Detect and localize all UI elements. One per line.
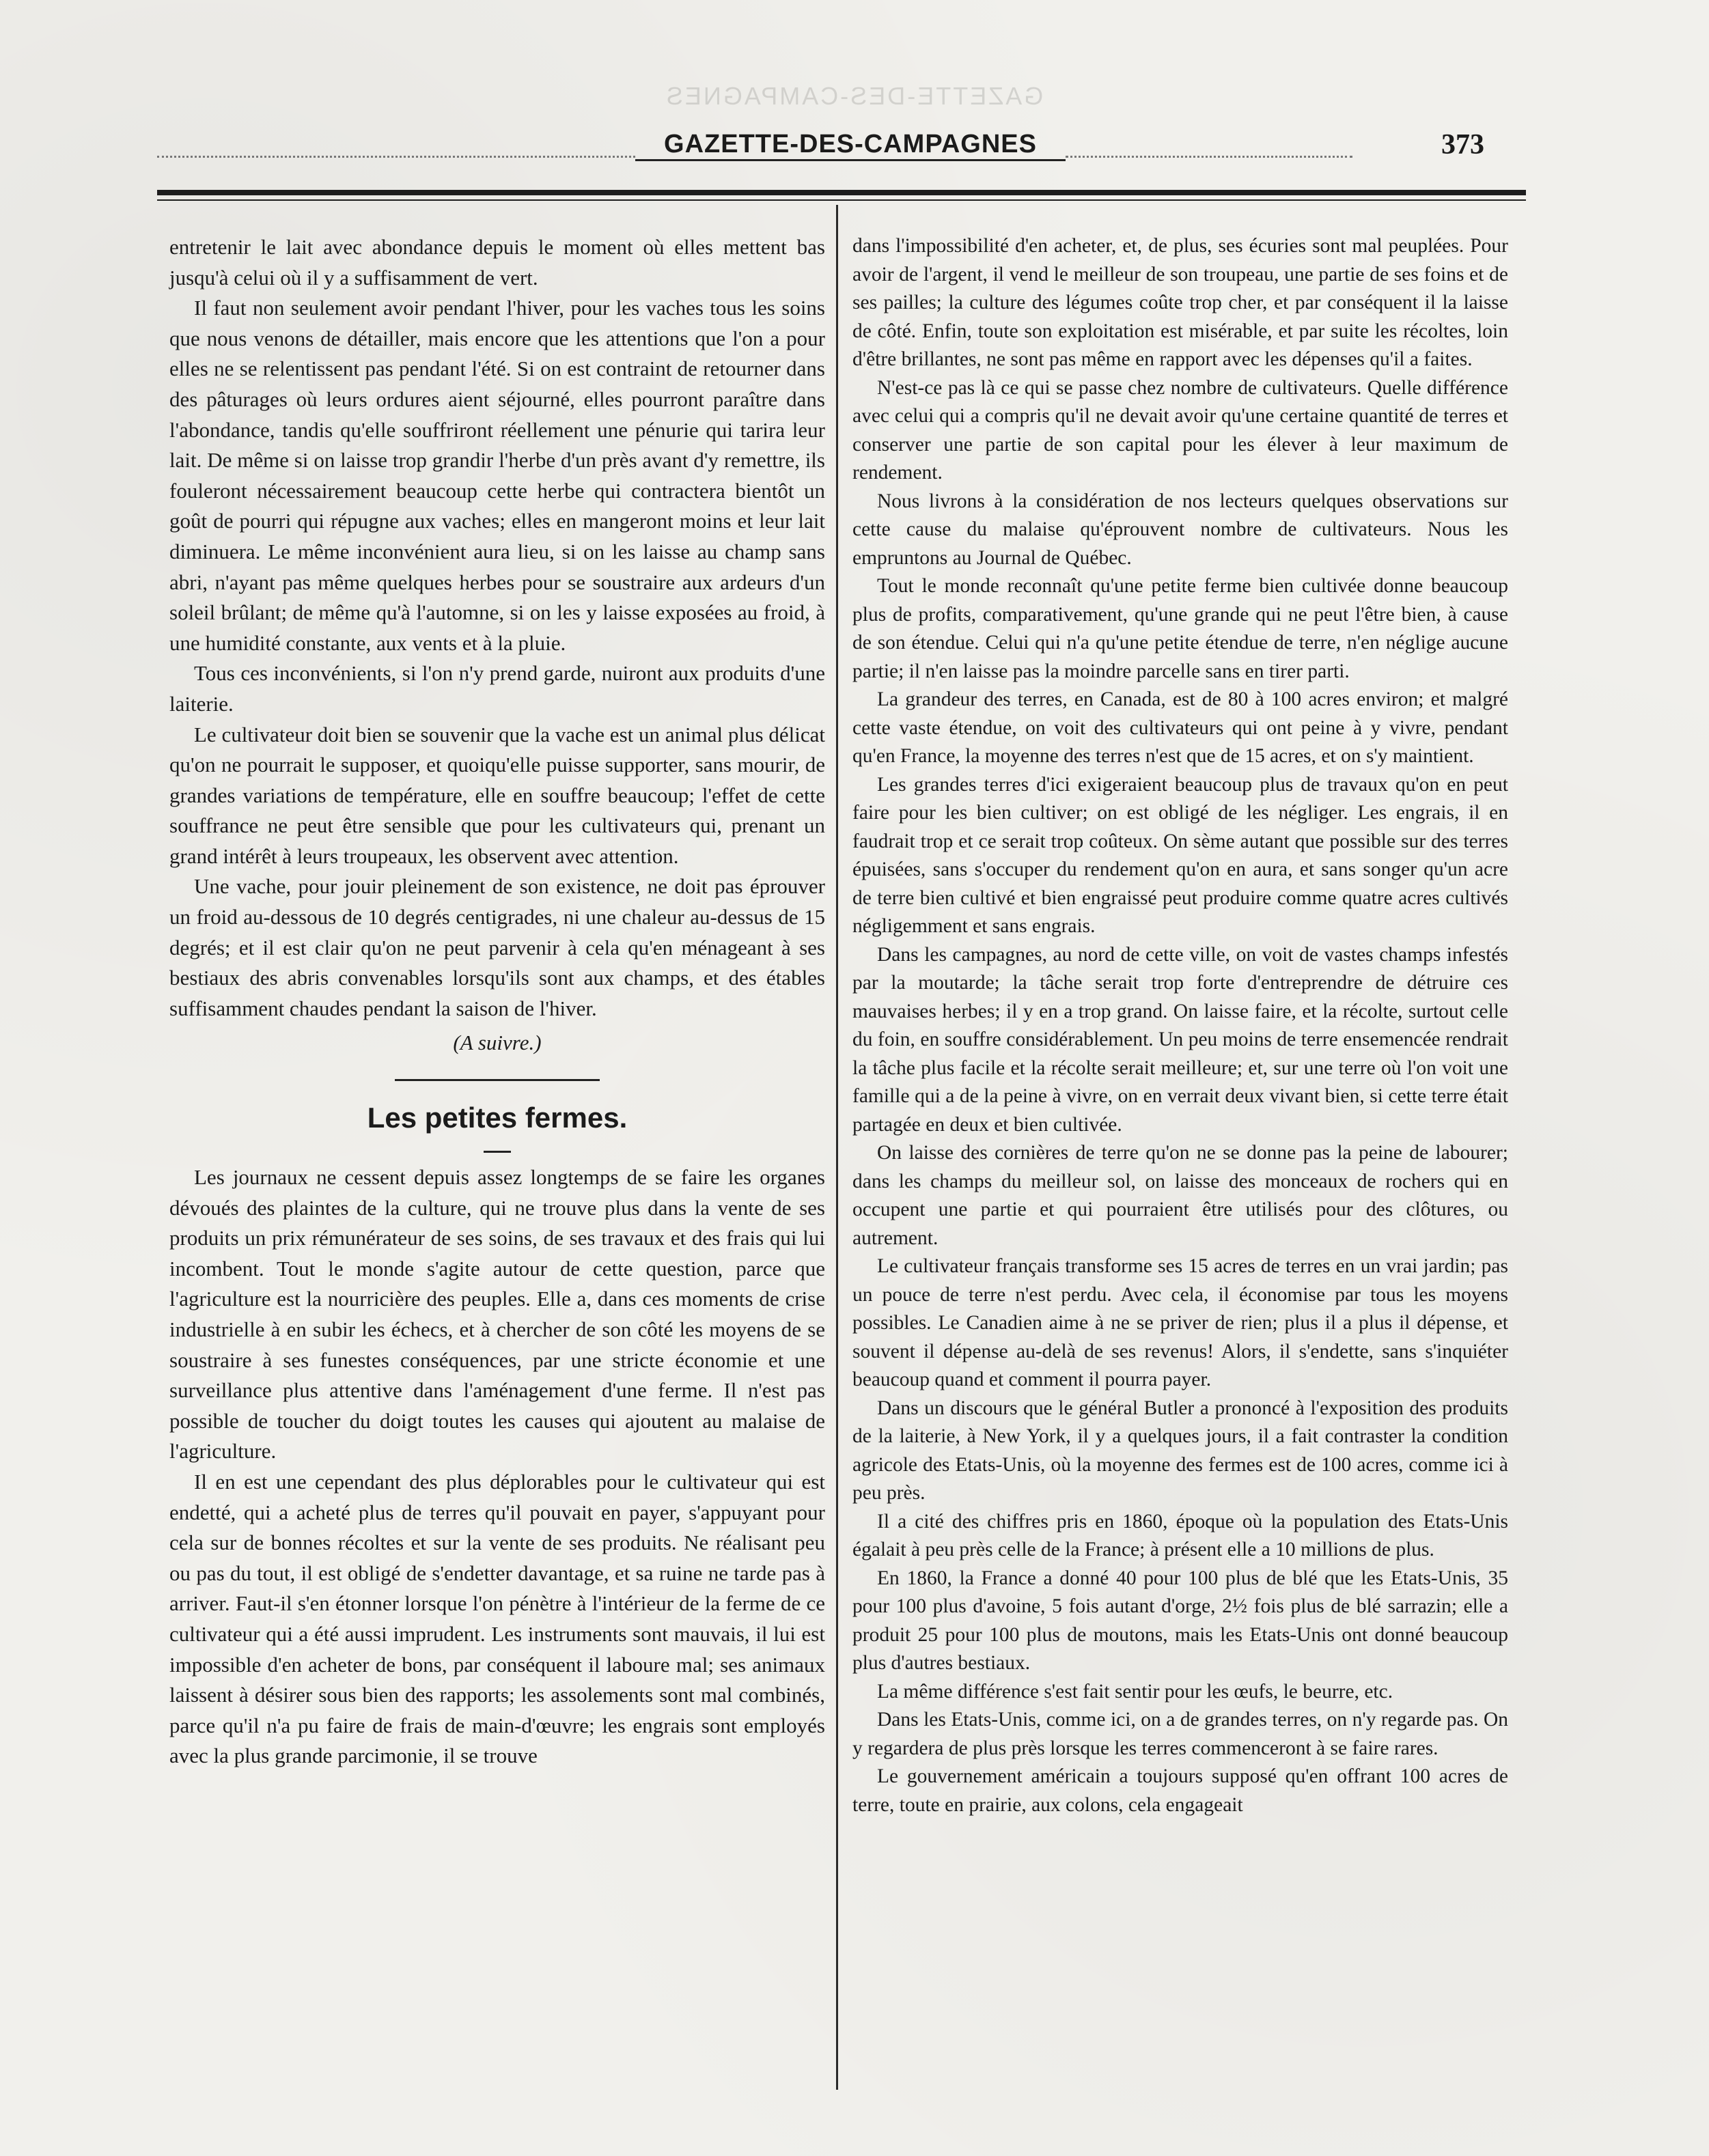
paragraph: Dans les Etats-Unis, comme ici, on a de grandes terres, on n'y regarde pas. On y regardera de plus près lorsque les terres commenceront à se faire rares. [852, 1709, 1508, 1759]
paragraph: Le gouvernement américain a toujours supposé qu'en offrant 100 acres de terre, toute en prairie, aux colons, cela engageait [852, 1765, 1508, 1816]
paragraph: Il en est une cependant des plus déplorables pour le cultivateur qui est endetté, qui a acheté plus de terres qu'il pouvait en payer, s'appuyant pour cela sur de bonnes récoltes et sur la vente de ses produits. Ne réalisant peu ou pas du tout, il est obligé de s'endetter davantage, et sa ruine ne tarde pas à arriver. Faut-il s'en étonner lorsque l'on pénètre à l'intérieur de la ferme de ce cultivateur qui a été aussi imprudent. Les instruments sont mauvais, il lui est impossible d'en acheter de bons, par conséquent il laboure mal; ses animaux laissent à désirer sous bien des rapports; les assolements sont mal combinés, parce qu'il n'a pu faire de frais de main-d'œuvre; les engrais sont employés avec la plus grande parcimonie, il se trouve [169, 1469, 825, 1768]
header-dotted-leader-right [1066, 156, 1352, 160]
page-header [157, 130, 1523, 171]
header-rule-thin [157, 199, 1526, 201]
paragraph: Il a cité des chiffres pris en 1860, époque où la population des Etats-Unis égalait à peu près celle de la France; à présent elle a 10 millions de plus. [852, 1510, 1508, 1560]
right-column [852, 232, 1508, 1819]
paragraph: entretenir le lait avec abondance depuis le moment où elles mettent bas jusqu'à celui où il y a suffisamment de vert. [169, 235, 825, 290]
paragraph: dans l'impossibilité d'en acheter, et, de plus, ses écuries sont mal peuplées. Pour avoir de l'argent, il vend le meilleur de son troupeau, une partie de ses foins et de ses pailles; la culture des légumes coûte trop cher, et par conséquent il la laisse de côté. Enfin, toute son exploitation est misérable, et par suite les récoltes, loin d'être brillantes, ne sont pas même en rapport avec les dépenses qu'il a faites. [852, 235, 1508, 370]
paragraph: Il faut non seulement avoir pendant l'hiver, pour les vaches tous les soins que nous venons de détailler, mais encore que les attentions que l'on a pour elles ne se relentissent pas pendant l'été. Si on est contraint de retourner dans des pâturages où leurs ordures aient séjourné, elles pourront paraître dans l'abondance, tandis qu'elle souffriront réellement une pénurie qui tarira leur lait. De même si on laisse trop grandir l'herbe d'un près avant d'y remettre, ils fouleront nécessairement beaucoup cette herbe qui contractera bientôt un goût de pourri qui répugne aux vaches; elles en mangeront moins et leur lait diminuera. Le même inconvénient aura lieu, si on les laisse au champ sans abri, n'ayant pas même quelques herbes pour se soustraire aux ardeurs d'un soleil brûlant; de même qu'à l'automne, si on les y laisse exposées au froid, à une humidité constante, aux vents et à la pluie. [169, 296, 825, 655]
left-column [169, 232, 825, 1772]
publication-title: GAZETTE-DES-CAMPAGNES [635, 130, 1066, 161]
page-number: 373 [1441, 129, 1484, 160]
paragraph: Les journaux ne cessent depuis assez longtemps de se faire les organes dévoués des plaintes de la culture, qui ne trouve plus dans la vente de ses produits un prix rémunérateur de ses soins, de ses travaux et des frais qui lui incombent. Tout le monde s'agite autour de cette question, parce que l'agriculture est la nourricière des peuples. Elle a, dans ces moments de crise industrielle à en subir les échecs, et à chercher de son côté les moyens de se soustraire à ses funestes conséquences, par une stricte économie et une surveillance plus attentive dans l'aménagement d'une ferme. Il n'est pas possible de toucher du doigt toutes les causes qui ajoutent au malaise de l'agriculture. [169, 1165, 825, 1464]
paragraph: On laisse des cornières de terre qu'on ne se donne pas la peine de labourer; dans les champs du meilleur sol, on laisse des monceaux de rochers qui en occupent une partie et qui pourraient être utilisés pour des clôtures, ou autrement. [852, 1142, 1508, 1249]
paragraph: Nous livrons à la considération de nos lecteurs quelques observations sur cette cause du malaise qu'éprouvent nombre de cultivateurs. Nous les empruntons au Journal de Québec. [852, 490, 1508, 569]
show-through-text: GAZETTE-DES-CAMPAGNES [664, 82, 1044, 110]
header-dotted-leader-left [157, 156, 635, 160]
paragraph: Tout le monde reconnaît qu'une petite ferme bien cultivée donne beaucoup plus de profits, comparativement, qu'une grande qui ne peut l'être bien, à cause de son étendue. Celui qui n'a qu'une petite étendue de terre, n'en néglige aucune partie; il n'en laisse pas la moindre parcelle sans en tirer parti. [852, 575, 1508, 682]
paragraph: N'est-ce pas là ce qui se passe chez nombre de cultivateurs. Quelle différence avec celui qui a compris qu'il ne devait avoir qu'une certaine quantité de terres et conserver une partie de son capital pour les élever à leur maximum de rendement. [852, 376, 1508, 484]
header-rule-thick [157, 190, 1526, 195]
title-dash [484, 1151, 511, 1153]
paragraph: En 1860, la France a donné 40 pour 100 plus de blé que les Etats-Unis, 35 pour 100 plus d'avoine, 5 fois autant d'orge, 2½ fois plus de blé sarrazin; elle a produit 25 pour 100 plus de moutons, mais les Etats-Unis ont donné beaucoup plus d'autres bestiaux. [852, 1567, 1508, 1674]
paragraph: Le cultivateur français transforme ses 15 acres de terres en un vrai jardin; pas un pouce de terre n'est perdu. Avec cela, il économise par tous les moyens possibles. Le Canadien aime à ne se priver de rien; plus il a plus il dépense, et souvent il dépense au-delà de ses revenus! Alors, il s'endette, sans s'inquiéter beaucoup quand et comment il pourra payer. [852, 1255, 1508, 1390]
article-title: Les petites fermes. [367, 1102, 628, 1134]
paragraph: La grandeur des terres, en Canada, est de 80 à 100 acres environ; et malgré cette vaste étendue, on voit des cultivateurs qui ont peine à y vivre, pendant qu'en France, la moyenne des terres n'est que de 15 acres, et on s'y maintient. [852, 688, 1508, 767]
paragraph: La même différence s'est fait sentir pour les œufs, le beurre, etc. [877, 1680, 1393, 1703]
paragraph: Le cultivateur doit bien se souvenir que la vache est un animal plus délicat qu'on ne pourrait le supposer, et quoiqu'elle puisse supporter, sans mourir, de grandes variations de température, elle en souffre beaucoup; l'effet de cette souffrance ne peut être sensible que pour les cultivateurs qui, prenant un grand intérêt à leurs troupeaux, les observent avec attention. [169, 722, 825, 868]
paragraph: Les grandes terres d'ici exigeraient beaucoup plus de travaux qu'on en peut faire pour les bien cultiver; on est obligé de les négliger. Les engrais, il en faudrait trop et ce serait trop coûteux. On sème autant que possible sur des terres épuisées, sans s'occuper du rendement qu'on en aura, et sans songer qu'un acre de terre bien cultivé et bien engraissé peut produire comme quatre acres cultivés négligemment et sans engrais. [852, 773, 1508, 937]
paragraph: Une vache, pour jouir pleinement de son existence, ne doit pas éprouver un froid au-dessous de 10 degrés centigrades, ni une chaleur au-dessus de 15 degrés; et il est clair qu'on ne peut parvenir à cela qu'en ménageant à ses bestiaux des abris convenables lorsqu'ils sont aux champs, et des étables suffisamment chaudes pendant la saison de l'hiver. [169, 874, 825, 1020]
paragraph: Dans un discours que le général Butler a prononcé à l'exposition des produits de la laiterie, à New York, il y a quelques jours, il a fait contraster la condition agricole des Etats-Unis, où la moyenne des fermes est de 100 acres, comme ici à peu près. [852, 1397, 1508, 1504]
section-separator-rule [395, 1079, 600, 1081]
paragraph: Tous ces inconvénients, si l'on n'y prend garde, nuiront aux produits d'une laiterie. [169, 661, 825, 716]
column-divider [836, 205, 838, 2090]
paragraph: Dans les campagnes, au nord de cette ville, on voit de vastes champs infestés par la moutarde; la tâche serait trop forte d'entreprendre de détruire ces mauvaises herbes; il y en a trop grand. On laisse faire, et la récolte, surtout celle du foin, en souffre considérablement. Un peu moins de terre ensemencée rendrait la tâche plus facile et la récolte serait meilleure; et, sur une terre où l'on voit une famille qui a de la peine à vivre, on en verrait deux vivant bien, si cette terre était partagée en deux et bien cultivée. [852, 943, 1508, 1136]
to-be-continued-note: (A suivre.) [453, 1031, 542, 1055]
